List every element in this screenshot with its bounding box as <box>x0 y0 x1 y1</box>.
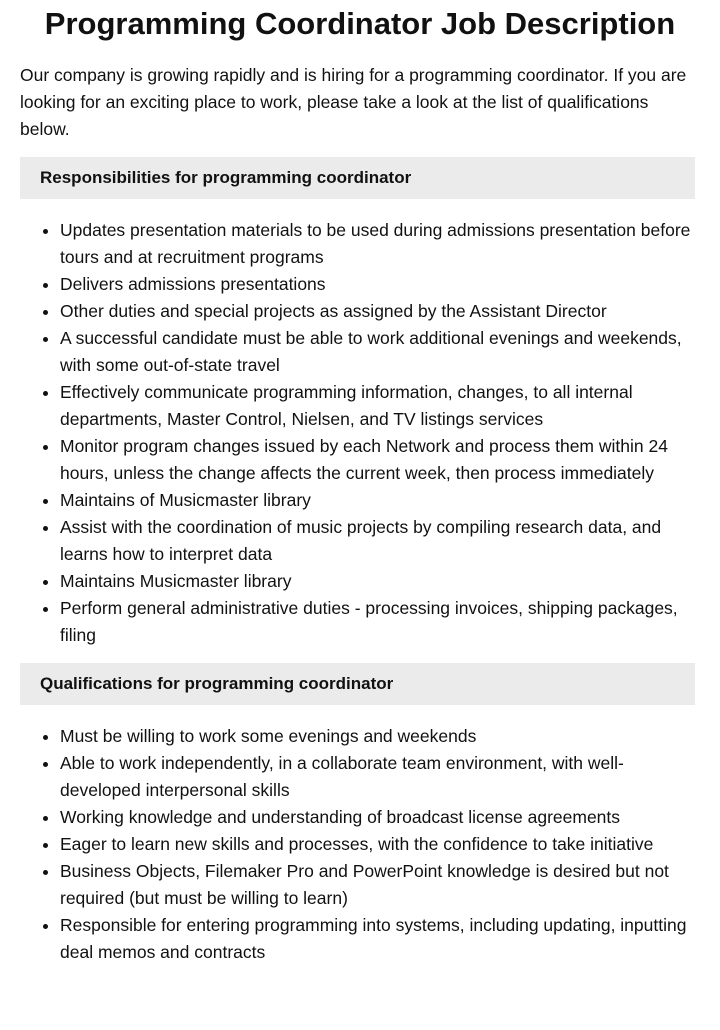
list-item: • Delivers admissions presentations <box>60 271 695 298</box>
qualifications-list <box>20 723 695 966</box>
list-item: • Other duties and special projects as assigned by the Assistant Director <box>60 298 695 325</box>
list-item: • Assist with the coordination of music projects by compiling research data, and learns how to interpret data <box>60 514 695 568</box>
responsibilities-list <box>20 217 695 649</box>
list-item: • Able to work independently, in a collaborate team environment, with well-developed interpersonal skills <box>60 750 695 804</box>
list-item: • Perform general administrative duties - processing invoices, shipping packages, filing <box>60 595 695 649</box>
list-item: • Effectively communicate programming information, changes, to all internal departments, Master Control, Nielsen, and TV listings services <box>60 379 695 433</box>
list-item: • Maintains of Musicmaster library <box>60 487 695 514</box>
list-item: • Monitor program changes issued by each Network and process them within 24 hours, unless the change affects the current week, then process immediately <box>60 433 695 487</box>
list-item: • Maintains Musicmaster library <box>60 568 695 595</box>
list-item: • A successful candidate must be able to work additional evenings and weekends, with some out-of-state travel <box>60 325 695 379</box>
list-item: • Updates presentation materials to be used during admissions presentation before tours and at recruitment programs <box>60 217 695 271</box>
list-item: • Working knowledge and understanding of broadcast license agreements <box>60 804 695 831</box>
list-item: • Responsible for entering programming into systems, including updating, inputting deal memos and contracts <box>60 912 695 966</box>
list-item: • Must be willing to work some evenings and weekends <box>60 723 695 750</box>
page-title: Programming Coordinator Job Description <box>44 6 676 41</box>
intro-text: Our company is growing rapidly and is hiring for a programming coordinator. If you are looking for an exciting place to work, please take a look at the list of qualifications below. <box>20 65 687 139</box>
list-item: • Eager to learn new skills and processes, with the confidence to take initiative <box>60 831 695 858</box>
list-item: • Business Objects, Filemaker Pro and PowerPoint knowledge is desired but not required (but must be willing to learn) <box>60 858 695 912</box>
responsibilities-heading: Responsibilities for programming coordinator <box>20 157 695 199</box>
qualifications-heading: Qualifications for programming coordinator <box>20 663 695 705</box>
